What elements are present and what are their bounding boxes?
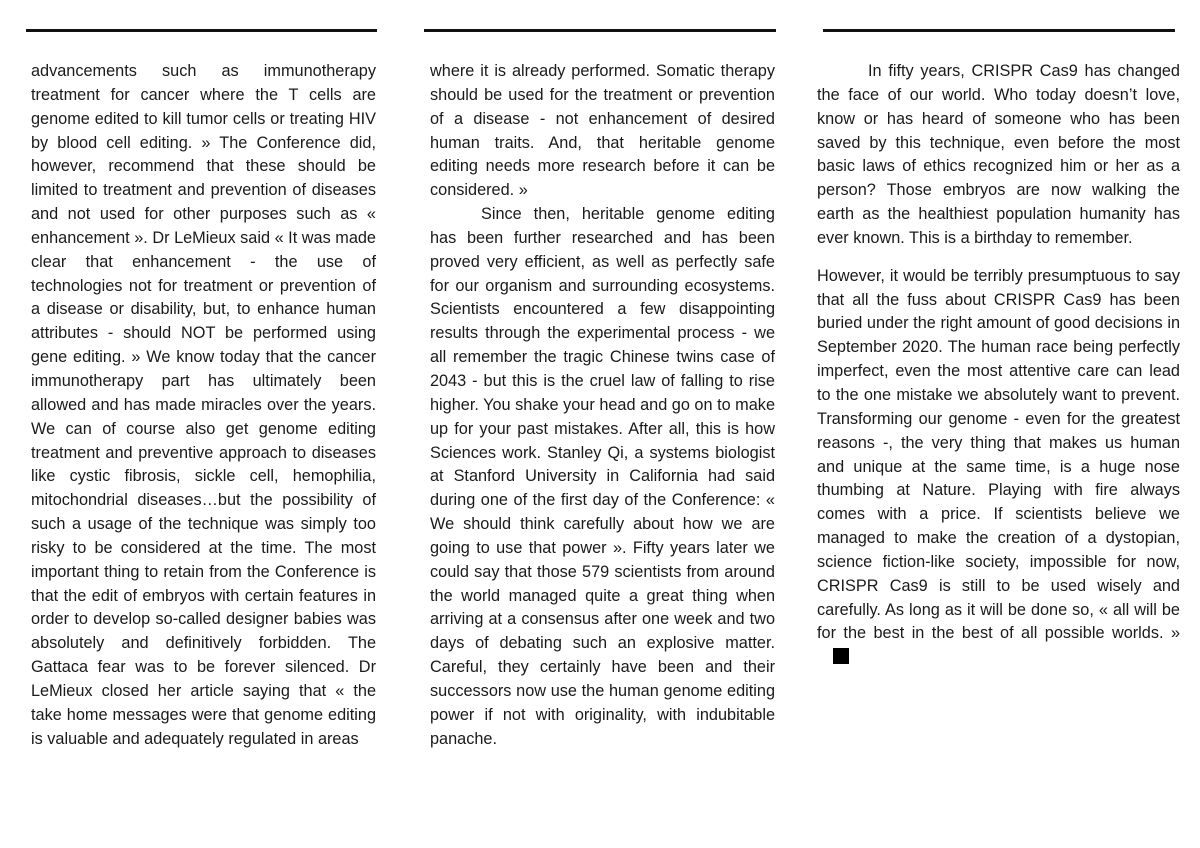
- column-rule-middle: [424, 29, 776, 32]
- closing-paragraph: [817, 265, 1180, 670]
- text-column-right: [817, 60, 1180, 670]
- paragraph-text: However, it would be terribly presumptuous to say that all the fuss about CRISPR Cas9 has been buried under the right amount of good decisions in September 2020. The human race being perfectly imperfect, even the most attentive care can lead to the one mistake we absolutely want to prevent. Transforming our genome - even for the greatest reasons -, the very thing that makes us human and unique at the same time, is a huge nose thumbing at Nature. Playing with fire always comes with a price. If scientists believe we managed to make the creation of a dystopian, science fiction-like society, impossible for now, CRISPR Cas9 is still to be used wisely and carefully. As long as it will be done so, « all will be for the best in the best of all possible worlds. »: [817, 266, 1180, 643]
- paragraph: advancements such as immunotherapy treatment for cancer where the T cells are genome edited to kill tumor cells or treating HIV by blood cell editing. » The Conference did, however, recommend that these should be limited to treatment and prevention of diseases and not used for other purposes such as « enhancement ». Dr LeMieux said « It was made clear that enhancement - the use of technologies not for treatment or prevention of a disease or disability, but, to enhance human attributes - should NOT be performed using gene editing. » We know today that the cancer immunotherapy part has ultimately been allowed and has made miracles over the years. We can of course also get genome editing treatment and preventive approach to diseases like cystic fibrosis, sickle cell, hemophilia, mitochondrial diseases…but the possibility of such a usage of the technique was simply too risky to be considered at the time. The most important thing to retain from the Conference is that the edit of embryos with certain features in order to develop so-called designer babies was absolutely and definitively forbidden. The Gattaca fear was to be forever silenced. Dr LeMieux closed her article saying that « the take home messages were that genome editing is valuable and adequately regulated in areas: [31, 62, 376, 748]
- text-column-left: [31, 60, 376, 751]
- column-rule-right: [823, 29, 1175, 32]
- paragraph: In fifty years, CRISPR Cas9 has changed the face of our world. Who today doesn’t love, know or has heard of someone who has been saved by this technique, even before the most basic laws of ethics recognized him or her as a person? Those embryos are now walking the earth as the healthiest population humanity has ever known. This is a birthday to remember.: [817, 62, 1180, 247]
- paragraph: where it is already performed. Somatic therapy should be used for the treatment or prevention of a disease - not enhancement of desired human traits. And, that heritable genome editing needs more research before it can be considered. »: [430, 62, 775, 200]
- text-column-middle: [430, 60, 775, 751]
- paragraph: Since then, heritable genome editing has been further researched and has been proved very efficient, as well as perfectly safe for our organism and surrounding ecosystems. Scientists encountered a few disappointing results through the experimental process - we all remember the tragic Chinese twins case of 2043 - but this is the cruel law of falling to rise higher. You shake your head and go on to make up for your past mistakes. After all, this is how Sciences work. Stanley Qi, a systems biologist at Stanford University in California had said during one of the first day of the Conference: « We should think carefully about how we are going to use that power ». Fifty years later we could say that those 579 scientists from around the world managed quite a great thing when arriving at a consensus after one week and two days of debating such an explosive matter. Careful, they certainly have been and their successors now use the human genome editing power if not with originality, with indubitable panache.: [430, 205, 775, 748]
- black-square-end-mark-icon: [833, 648, 849, 664]
- column-rule-left: [26, 29, 377, 32]
